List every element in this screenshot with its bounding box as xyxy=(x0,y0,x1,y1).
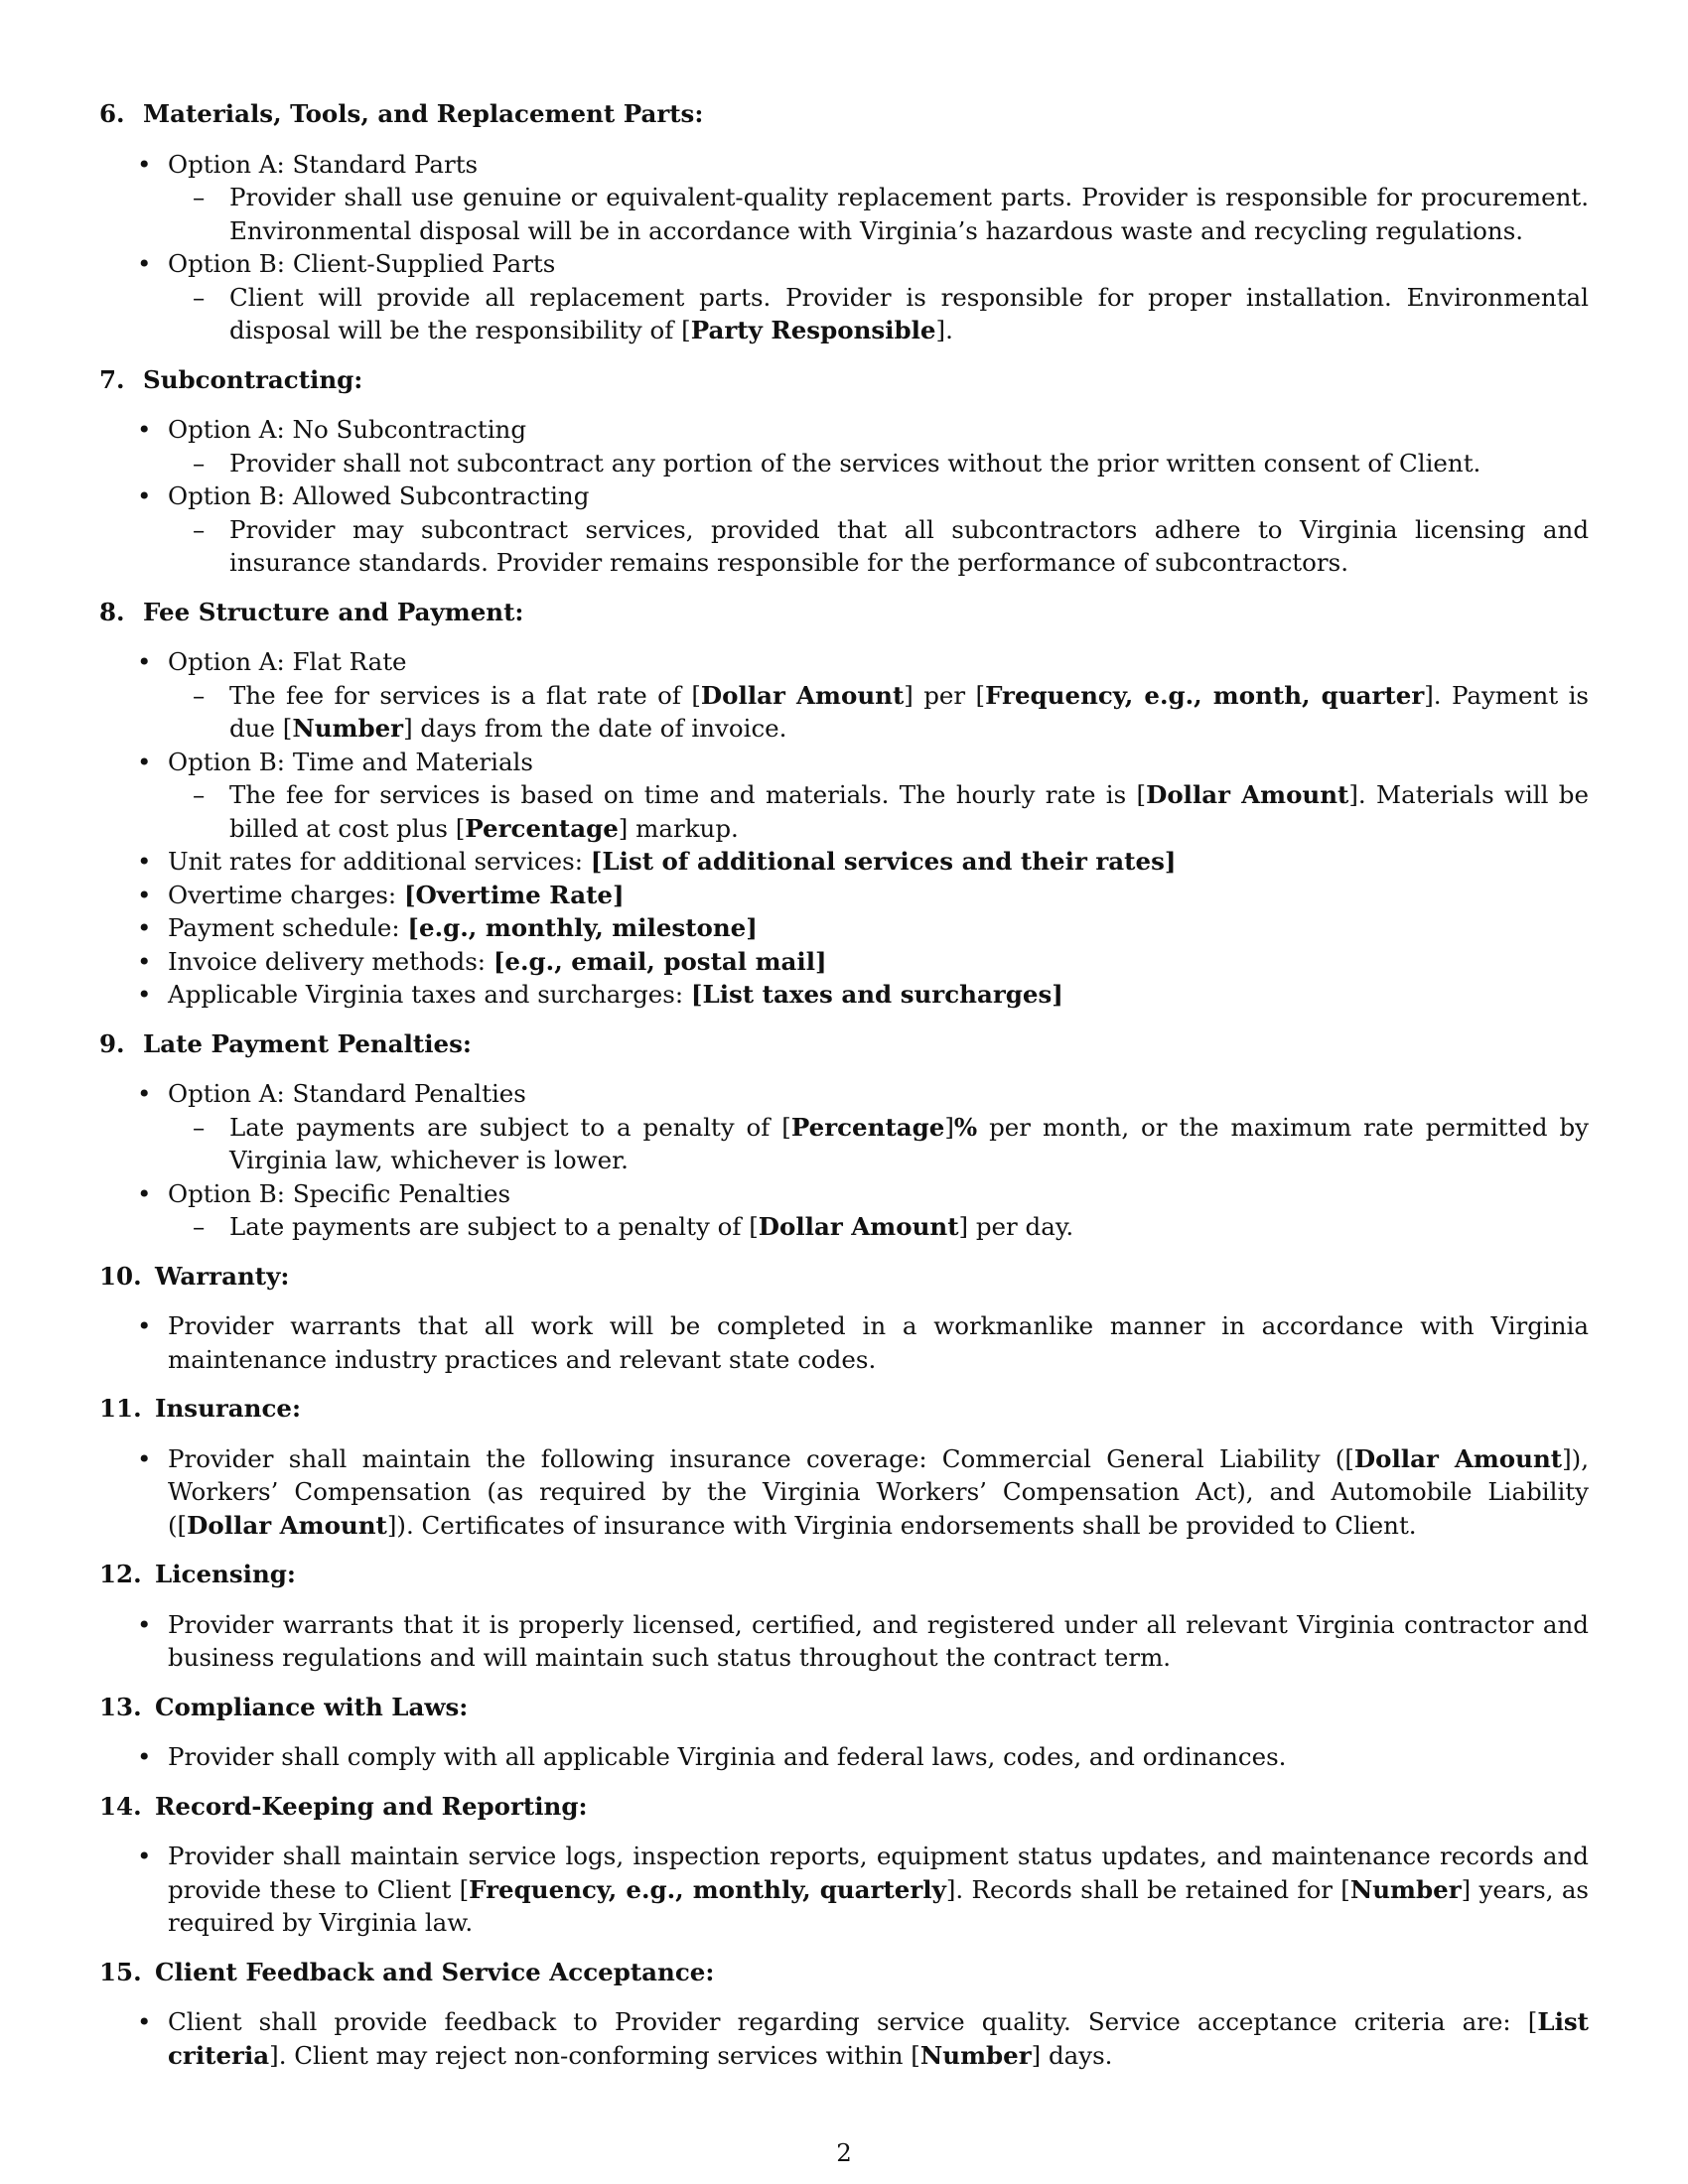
section-heading xyxy=(99,1558,1589,1591)
option-detail: – Provider shall use genuine or equivalent-quality replacement parts. Provider is responsible for procurement. Environmental disposal will be in accordance with Virginia’s hazardous waste and recycling regulations. xyxy=(193,181,1589,247)
fee-item: • Applicable Virginia taxes and surcharges: [List taxes and surcharges] xyxy=(131,978,1589,1012)
clause-text: • Provider shall maintain service logs, inspection reports, equipment status updates, and maintenance records and provide these to Client [Frequency, e.g., monthly, quarterly]. Records shall be retained for [Number] years, as required by Virginia law. xyxy=(131,1840,1589,1940)
section-number: 11. xyxy=(99,1394,142,1423)
section-heading xyxy=(99,1260,1589,1294)
section-number: 6. xyxy=(99,99,125,128)
section-number: 15. xyxy=(99,1957,142,1986)
placeholder-field: Party Responsible xyxy=(690,316,936,344)
section-number: 12. xyxy=(99,1560,142,1588)
section-heading xyxy=(99,1027,1589,1061)
option-list xyxy=(99,413,1589,580)
clause-list xyxy=(99,1840,1589,1940)
section-insurance xyxy=(99,1392,1589,1542)
section-late-payment xyxy=(99,1027,1589,1244)
section-title: Compliance with Laws: xyxy=(155,1692,469,1721)
percent-sign: % xyxy=(953,1112,978,1142)
section-record-keeping xyxy=(99,1790,1589,1940)
option-label: Option A: Standard Parts xyxy=(168,149,479,179)
section-heading xyxy=(99,1392,1589,1426)
option-item xyxy=(131,645,1589,746)
option-label: Option B: Time and Materials xyxy=(168,747,533,776)
placeholder-field: Frequency, e.g., month, quarter xyxy=(985,680,1425,710)
option-item xyxy=(131,746,1589,846)
clause-text: • Provider warrants that it is properly licensed, certified, and registered under all relevant Virginia contractor and business regulations and will maintain such status throughout the contract term. xyxy=(131,1608,1589,1675)
option-detail: – Late payments are subject to a penalty of [Percentage]% per month, or the maximum rate permitted by Virginia law, whichever is lower. xyxy=(193,1111,1589,1177)
section-compliance xyxy=(99,1691,1589,1774)
placeholder-field: [e.g., monthly, milestone] xyxy=(407,913,758,942)
option-detail: – Provider shall not subcontract any portion of the services without the prior written consent of Client. xyxy=(193,447,1589,480)
placeholder-field: Frequency, e.g., monthly, quarterly xyxy=(469,1874,946,1904)
section-title: Client Feedback and Service Acceptance: xyxy=(155,1957,715,1986)
section-title: Materials, Tools, and Replacement Parts: xyxy=(143,99,704,128)
section-number: 9. xyxy=(99,1028,125,1058)
section-number: 8. xyxy=(99,597,125,626)
placeholder-field: [e.g., email, postal mail] xyxy=(492,946,827,976)
option-list xyxy=(99,645,1589,1012)
section-title: Record-Keeping and Reporting: xyxy=(155,1791,588,1821)
placeholder-field: Dollar Amount xyxy=(187,1510,387,1540)
option-item xyxy=(131,1077,1589,1177)
placeholder-field: Dollar Amount xyxy=(1146,780,1349,809)
placeholder-field: Dollar Amount xyxy=(700,680,905,710)
placeholder-field: Number xyxy=(919,2040,1032,2070)
section-number: 10. xyxy=(99,1261,142,1291)
placeholder-field: Percentage xyxy=(790,1112,945,1142)
fee-item: • Payment schedule: [e.g., monthly, milestone] xyxy=(131,911,1589,945)
option-item xyxy=(131,1177,1589,1244)
option-label: Option B: Specific Penalties xyxy=(168,1178,511,1208)
option-detail: – The fee for services is a flat rate of [Dollar Amount] per [Frequency, e.g., month, quarter]. Payment is due [Number] days from the date of invoice. xyxy=(193,679,1589,746)
section-heading xyxy=(99,1691,1589,1724)
clause-list xyxy=(99,1608,1589,1675)
section-client-feedback xyxy=(99,1956,1589,2073)
placeholder-field: List criteria xyxy=(168,2007,1589,2070)
section-title: Subcontracting: xyxy=(143,364,363,394)
section-title: Licensing: xyxy=(155,1560,296,1588)
clause-list xyxy=(99,1442,1589,1543)
page-number: 2 xyxy=(836,2138,852,2167)
section-title: Late Payment Penalties: xyxy=(143,1028,472,1058)
option-label: Option A: Standard Penalties xyxy=(168,1079,526,1108)
section-subcontracting xyxy=(99,363,1589,580)
placeholder-field: Percentage xyxy=(465,813,619,843)
placeholder-field: [List taxes and surcharges] xyxy=(690,980,1063,1009)
placeholder-field: Number xyxy=(1349,1874,1462,1904)
placeholder-field: Dollar Amount xyxy=(758,1212,959,1241)
option-label: Option A: No Subcontracting xyxy=(168,415,527,444)
section-title: Insurance: xyxy=(155,1394,302,1423)
option-list xyxy=(99,1077,1589,1244)
section-warranty xyxy=(99,1260,1589,1377)
fee-item: • Invoice delivery methods: [e.g., email, postal mail] xyxy=(131,945,1589,979)
placeholder-field: [Overtime Rate] xyxy=(403,880,625,909)
option-item xyxy=(131,413,1589,479)
clause-text: • Provider warrants that all work will be completed in a workmanlike manner in accordance with Virginia maintenance industry practices and relevant state codes. xyxy=(131,1309,1589,1376)
fee-item: • Overtime charges: [Overtime Rate] xyxy=(131,879,1589,912)
option-label: Option A: Flat Rate xyxy=(168,647,407,676)
option-detail: – Client will provide all replacement parts. Provider is responsible for proper installation. Environmental disposal will be the responsibility of [Party Responsible]. xyxy=(193,281,1589,347)
clause-list xyxy=(99,2005,1589,2072)
section-heading xyxy=(99,596,1589,629)
option-item xyxy=(131,148,1589,248)
section-heading xyxy=(99,363,1589,397)
placeholder-field: [List of additional services and their rates] xyxy=(590,847,1177,876)
option-detail: – Provider may subcontract services, provided that all subcontractors adhere to Virginia licensing and insurance standards. Provider remains responsible for the performance of subcontractors. xyxy=(193,513,1589,580)
placeholder-field: Number xyxy=(292,714,404,743)
option-item xyxy=(131,247,1589,347)
section-fee-structure xyxy=(99,596,1589,1012)
section-number: 14. xyxy=(99,1791,142,1821)
clause-text: • Provider shall maintain the following insurance coverage: Commercial General Liability ([Dollar Amount]), Workers’ Compensation (as required by the Virginia Workers’ Compensation Act), and Automobile Liability ([Dollar Amount]). Certificates of insurance with Virginia endorsements shall be provided to Client. xyxy=(131,1442,1589,1543)
section-heading xyxy=(99,97,1589,131)
clause-list xyxy=(99,1740,1589,1774)
section-heading xyxy=(99,1956,1589,1989)
option-list xyxy=(99,148,1589,347)
option-label: Option B: Client-Supplied Parts xyxy=(168,249,556,278)
section-licensing xyxy=(99,1558,1589,1675)
section-title: Warranty: xyxy=(155,1261,290,1291)
clause-list xyxy=(99,1309,1589,1376)
section-title: Fee Structure and Payment: xyxy=(143,597,524,626)
document-body xyxy=(99,97,1589,2088)
fee-item: • Unit rates for additional services: [List of additional services and their rates] xyxy=(131,845,1589,879)
clause-text: • Provider shall comply with all applicable Virginia and federal laws, codes, and ordinances. xyxy=(131,1740,1589,1774)
section-materials xyxy=(99,97,1589,347)
option-detail: – The fee for services is based on time and materials. The hourly rate is [Dollar Amount]. Materials will be billed at cost plus [Percentage] markup. xyxy=(193,778,1589,845)
section-number: 7. xyxy=(99,364,125,394)
section-heading xyxy=(99,1790,1589,1824)
option-label: Option B: Allowed Subcontracting xyxy=(168,481,590,510)
section-number: 13. xyxy=(99,1692,142,1721)
clause-text: • Client shall provide feedback to Provider regarding service quality. Service acceptance criteria are: [List criteria]. Client may reject non-conforming services within [Number] days. xyxy=(131,2005,1589,2072)
option-item xyxy=(131,479,1589,580)
option-detail: – Late payments are subject to a penalty of [Dollar Amount] per day. xyxy=(193,1210,1589,1244)
placeholder-field: Dollar Amount xyxy=(1353,1443,1563,1473)
